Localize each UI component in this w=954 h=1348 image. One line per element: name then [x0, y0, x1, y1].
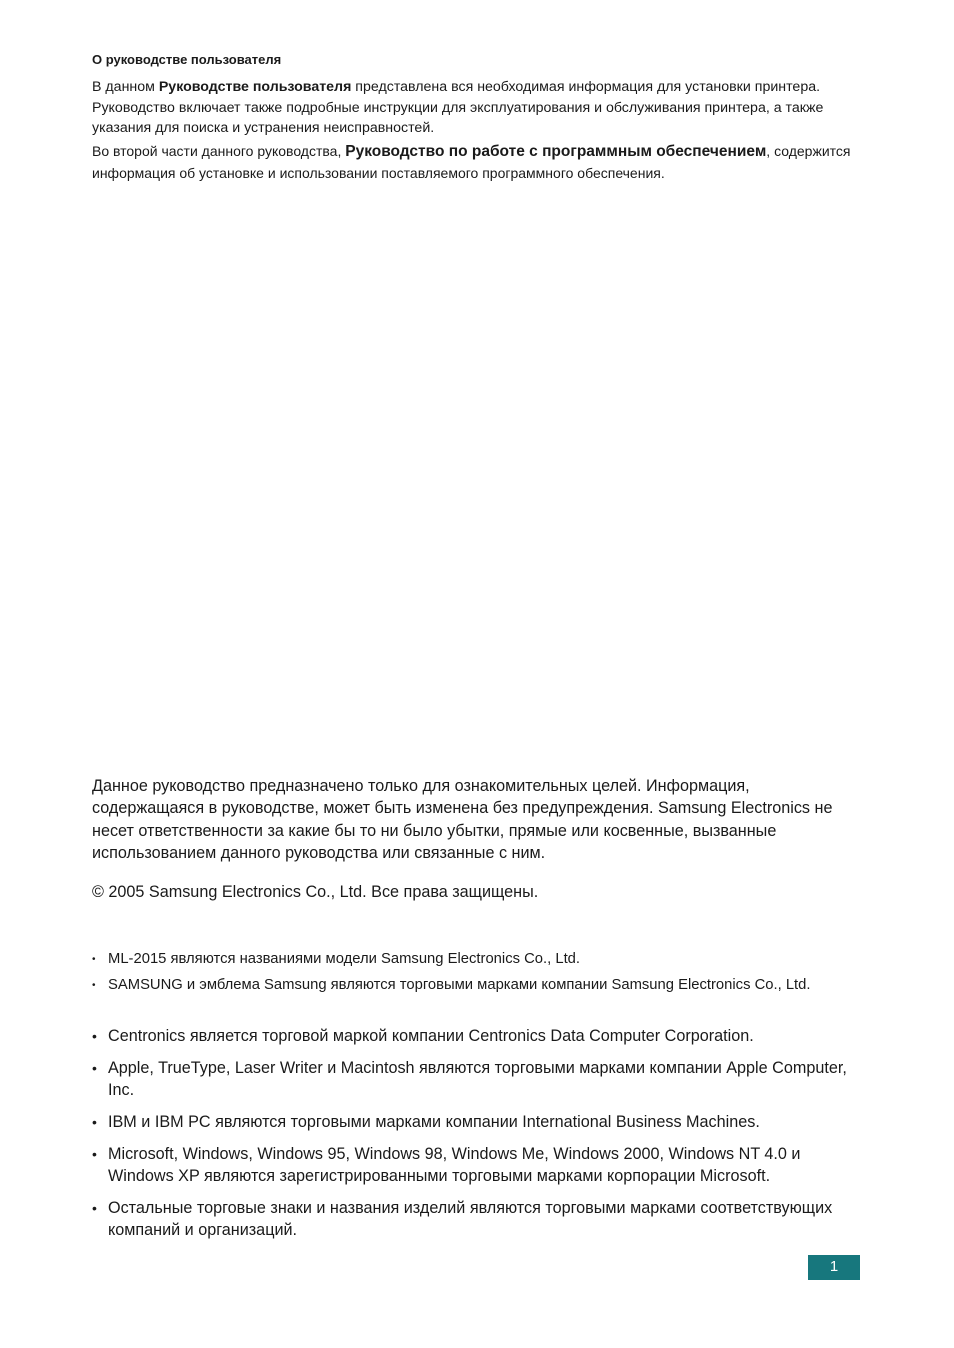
- software-text-start: Во второй части данного руководства,: [92, 143, 346, 159]
- copyright-notice: © 2005 Samsung Electronics Co., Ltd. Все права защищены.: [92, 883, 539, 901]
- bullet-icon: •: [92, 1145, 97, 1162]
- bullet-icon: •: [92, 1113, 97, 1130]
- page-number-badge: 1: [808, 1255, 860, 1280]
- trademark-text: SAMSUNG и эмблема Samsung являются торговыми марками компании Samsung Electronics Co., Ltd.: [108, 977, 811, 993]
- list-item: [92, 1143, 862, 1188]
- list-item: [92, 1057, 862, 1102]
- trademark-text: IBM и IBM PC являются торговыми марками компании International Business Machines.: [108, 1112, 760, 1131]
- trademark-text: Остальные торговые знаки и названия изделий являются торговыми марками соответствующих компаний и организаций.: [108, 1198, 833, 1240]
- trademark-list-small: [92, 949, 862, 1001]
- software-paragraph: [92, 141, 862, 183]
- software-text-end: , содержится информация об установке и использовании поставляемого программного обеспечения.: [92, 143, 851, 181]
- bullet-icon: •: [92, 1059, 97, 1076]
- trademark-text: Centronics является торговой маркой компании Centronics Data Computer Corporation.: [108, 1027, 754, 1045]
- trademark-list-large: [92, 1025, 862, 1251]
- intro-paragraph: [92, 77, 862, 139]
- bullet-icon: •: [92, 980, 96, 991]
- list-item: [92, 1197, 862, 1242]
- intro-text-end: представлена вся необходимая информация для установки принтера. Руководство включает также подробные инструкции для эксплуатирования и обслуживания принтера, а также указания для поиска и устранения неисправностей.: [92, 79, 824, 136]
- trademark-text: Apple, TrueType, Laser Writer и Macintosh являются торговыми марками компании Apple Computer, Inc.: [108, 1058, 847, 1100]
- list-item: [92, 1111, 862, 1133]
- section-title: О руководстве пользователя: [92, 52, 282, 67]
- software-guide-term: Руководство по работе с программным обеспечением: [345, 143, 767, 160]
- trademark-text: Microsoft, Windows, Windows 95, Windows 98, Windows Me, Windows 2000, Windows NT 4.0 и Windows XP являются зарегистрированными торговыми марками корпорации Microsoft.: [108, 1144, 801, 1185]
- bullet-icon: •: [92, 954, 96, 965]
- intro-text-start: В данном: [92, 79, 159, 95]
- trademark-text: ML-2015 являются названиями модели Samsung Electronics Co., Ltd.: [108, 951, 581, 967]
- bullet-icon: •: [92, 1199, 97, 1216]
- user-guide-term: Руководстве пользователя: [158, 79, 352, 95]
- bullet-icon: •: [92, 1028, 97, 1044]
- list-item: [92, 1025, 862, 1047]
- disclaimer-paragraph: Данное руководство предназначено только для ознакомительных целей. Информация, содержащаяся в руководстве, может быть изменена без предупреждения. Samsung Electronics не несет ответственности за какие бы то ни было убытки, прямые или косвенные, вызванные использованием данного руководства или связанные с ним.: [92, 777, 833, 862]
- list-item: [92, 949, 862, 970]
- list-item: [92, 975, 862, 996]
